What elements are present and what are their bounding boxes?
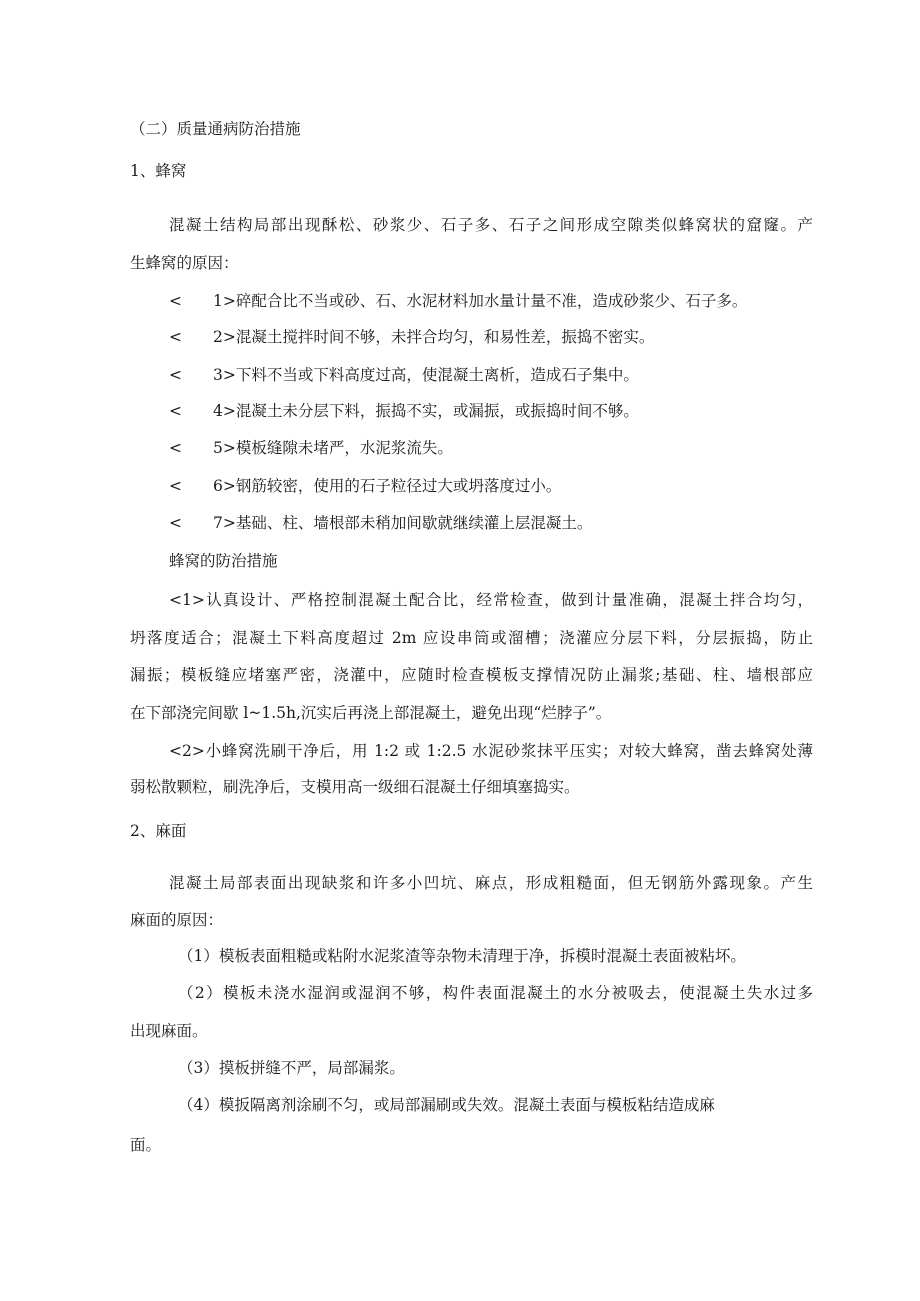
list-item-text: 1>碎配合比不当或砂、石、水泥材料加水量计量不准，造成砂浆少、石子多。 — [213, 292, 748, 310]
paragraph-line: 坍落度适合；混凝土下料高度超过 2m 应设串筒或溜槽；浇灌应分层下料，分层振捣，防止 — [130, 629, 813, 647]
paragraph-line: （4）模扳隔离剂涂刷不匀，或局部漏刷或失效。混凝土表面与模板粘结造成麻 — [178, 1096, 715, 1114]
list-item-text: 3>下料不当或下料高度过高，使混凝土离析，造成石子集中。 — [213, 366, 639, 384]
list-item-text: 4>混凝土未分层下料，振捣不实，或漏振，或振捣时间不够。 — [213, 402, 639, 420]
paragraph-line: 在下部浇完间歇 l~1.5h,沉实后再浇上部混凝土，避免出现“烂脖子”。 — [130, 704, 612, 722]
paragraph-line: 漏振；模板缝应堵塞严密，浇灌中，应随时检查模板支撑情况防止漏浆;基础、柱、墙根部应 — [130, 666, 813, 684]
paragraph-line: 生蜂窝的原因： — [130, 254, 239, 272]
paragraph-line: （1）模板表面粗糙或粘附水泥浆渣等杂物未清理于净，拆模时混凝土表面被粘坏。 — [178, 947, 746, 965]
list-item-text: 2>混凝土搅拌时间不够，未拌合均匀，和易性差，振捣不密实。 — [213, 328, 655, 346]
paragraph-line: 混凝土结构局部出现酥松、砂浆少、石子多、石子之间形成空隙类似蜂窝状的窟窿。产 — [169, 216, 813, 234]
measures-title: 蜂窝的防治措施 — [169, 552, 278, 570]
bullet-marker: < — [169, 328, 182, 346]
paragraph-line: （2）模板未浇水湿润或湿润不够，构件表面混凝土的水分被吸去，使混凝土失水过多 — [178, 984, 813, 1002]
list-item-text: 6>钢筋较密，使用的石子粒径过大或坍落度过小。 — [213, 477, 562, 495]
bullet-marker: < — [169, 402, 182, 420]
bullet-marker: < — [169, 477, 182, 495]
paragraph-line: 麻面的原因： — [130, 911, 224, 929]
section-title: （二）质量通病防治措施 — [130, 120, 301, 138]
heading-honeycomb: 1、蜂窝 — [130, 162, 187, 180]
paragraph-line: <1>认真设计、严格控制混凝土配合比，经常检查，做到计量准确，混凝土拌合均匀， — [169, 591, 813, 609]
bullet-marker: < — [169, 366, 182, 384]
paragraph-line: 弱松散颗粒，刷洗净后，支模用高一级细石混凝土仔细填塞捣实。 — [130, 778, 580, 796]
bullet-marker: < — [169, 292, 182, 310]
bullet-marker: < — [169, 514, 182, 532]
heading-pitted-surface: 2、麻面 — [130, 822, 187, 840]
paragraph-line: 面。 — [130, 1136, 162, 1154]
paragraph-line: 混凝土局部表面出现缺浆和许多小凹坑、麻点，形成粗糙面，但无钢筋外露现象。产生 — [169, 874, 813, 892]
paragraph-line: <2>小蜂窝洗刷干净后，用 1:2 或 1:2.5 水泥砂浆抹平压实；对较大蜂窝，凿去蜂窝处薄 — [169, 742, 813, 760]
paragraph-line: （3）摸板拼缝不严，局部漏浆。 — [178, 1059, 405, 1077]
bullet-marker: < — [169, 439, 182, 457]
paragraph-line: 出现麻面。 — [130, 1022, 208, 1040]
list-item-text: 5>模板缝隙未堵严，水泥浆流失。 — [213, 439, 453, 457]
list-item-text: 7>基础、柱、墙根部未稍加间歇就继续灌上层混凝土。 — [213, 514, 593, 532]
